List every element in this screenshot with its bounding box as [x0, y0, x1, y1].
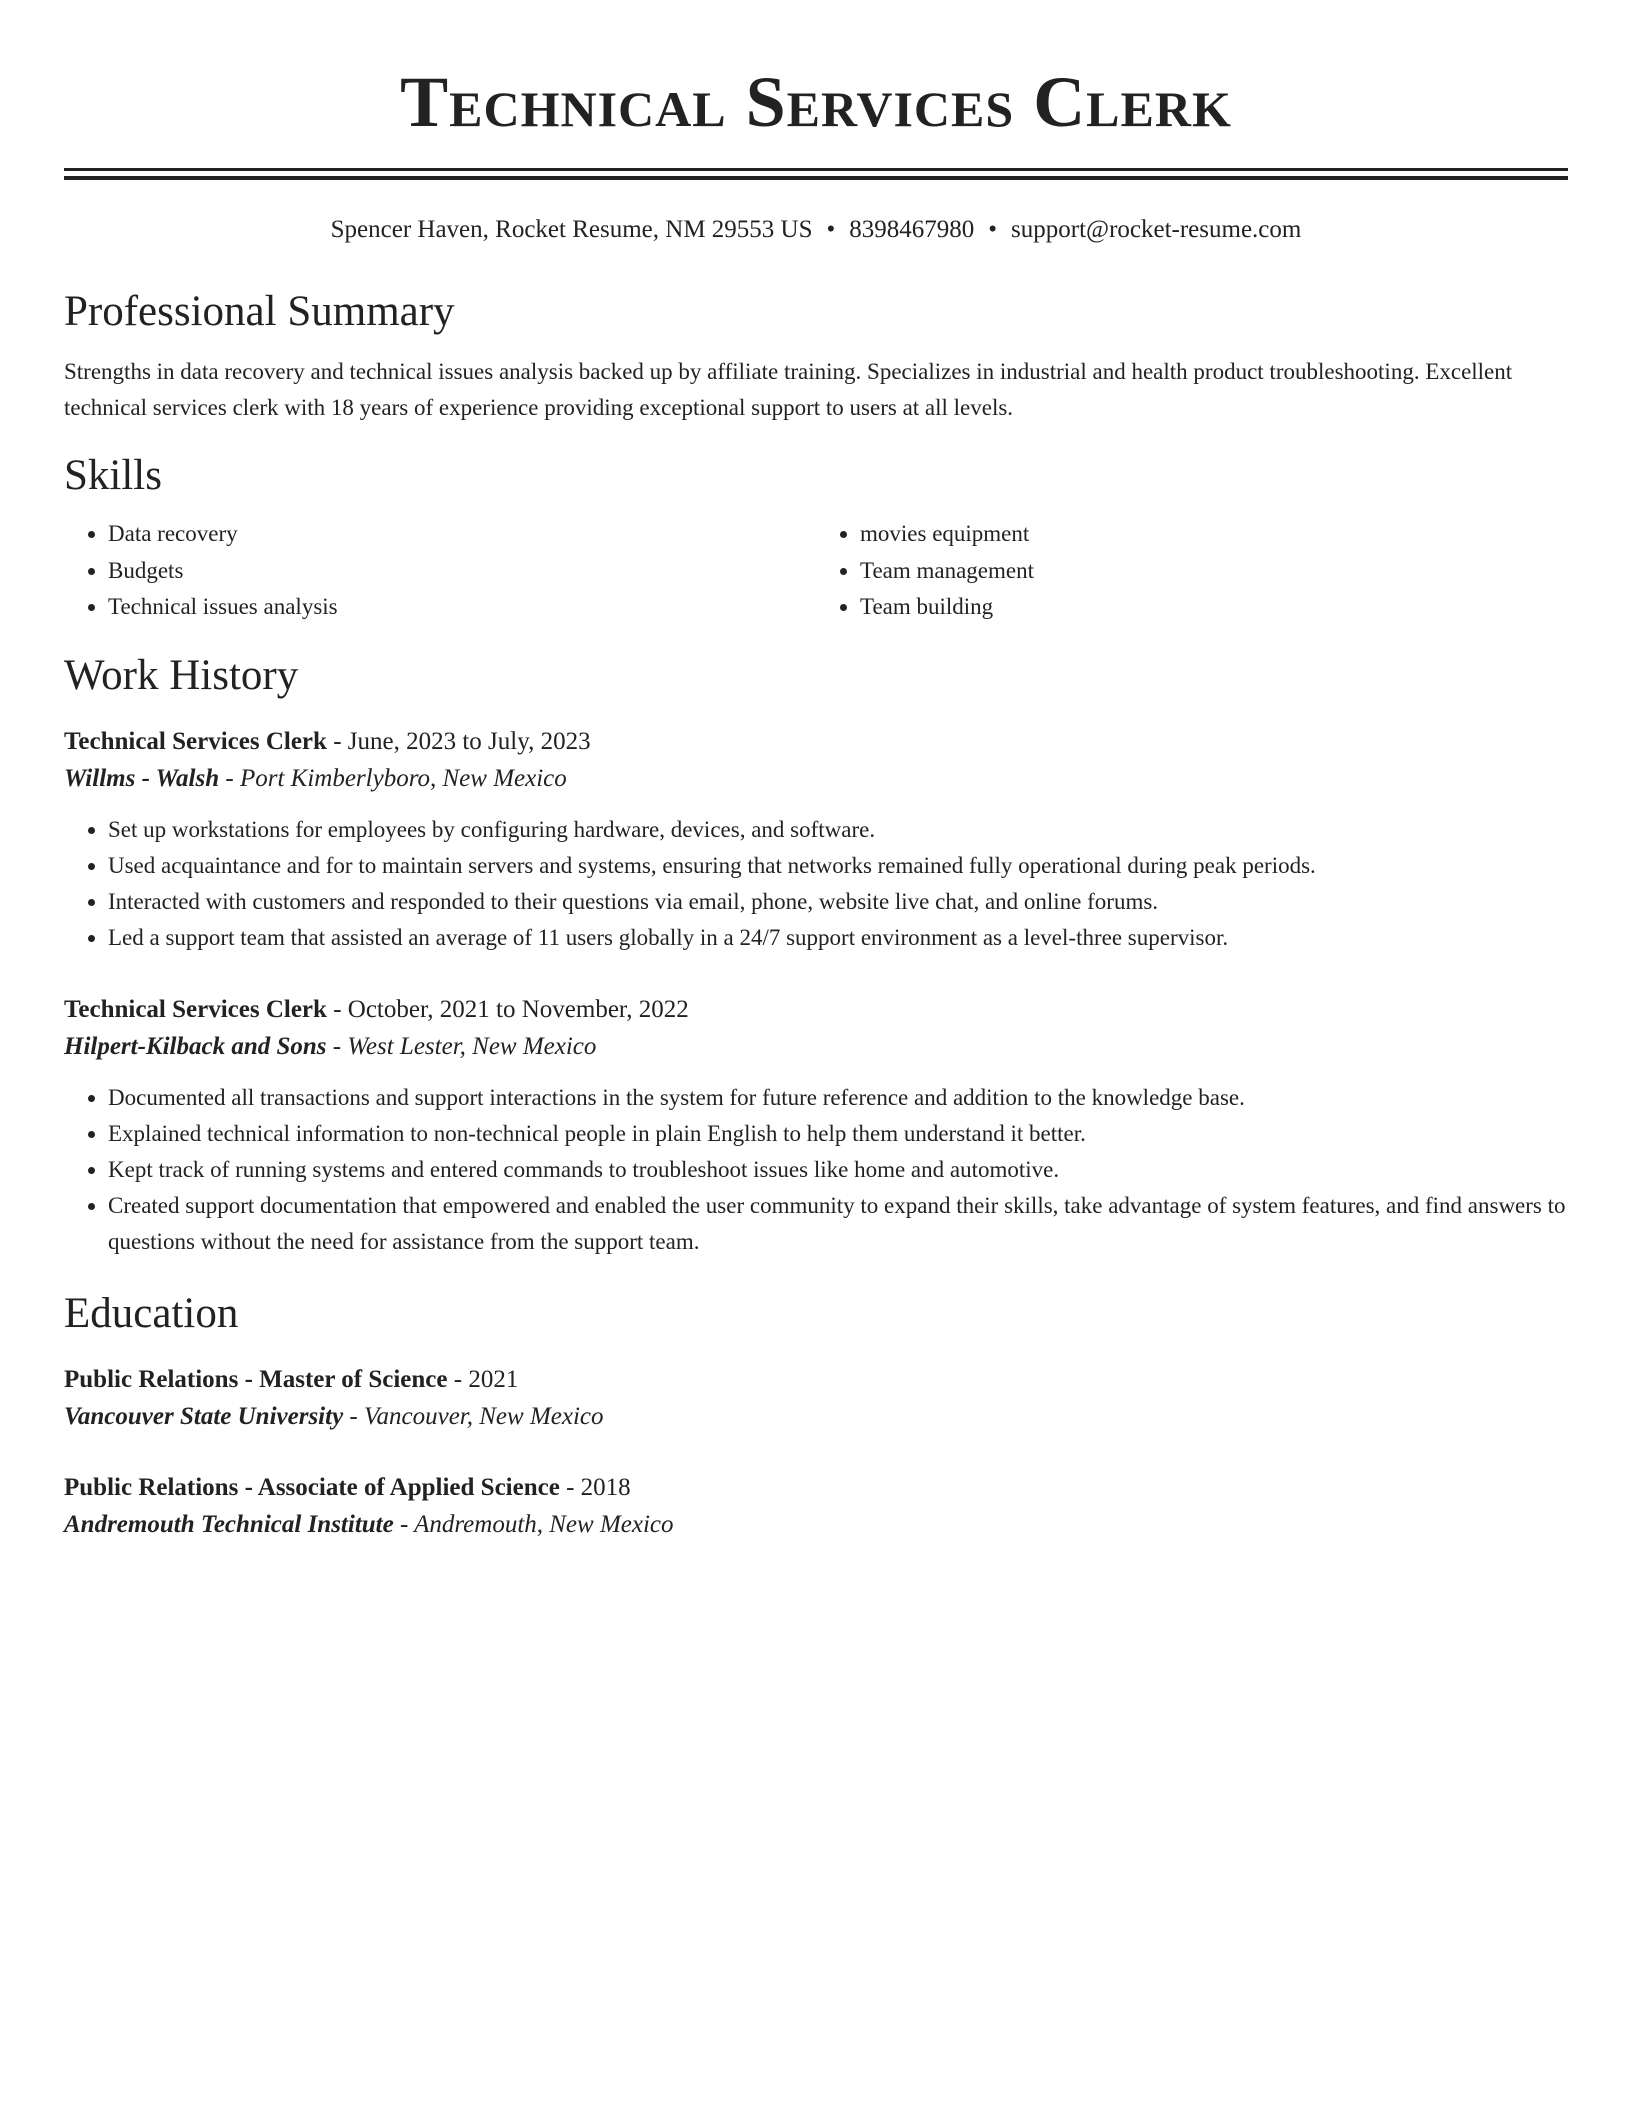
skill-item: • Data recovery	[108, 516, 816, 553]
job-title-line	[64, 724, 1568, 760]
job-bullet: • Kept track of running systems and entered commands to troubleshoot issues like home and automotive.	[108, 1152, 1568, 1188]
job-location: - Port Kimberlyboro, New Mexico	[219, 764, 567, 792]
education-degree: Public Relations - Associate of Applied Science	[64, 1473, 560, 1501]
job-company: Willms - Walsh	[64, 764, 220, 792]
contact-separator: •	[826, 216, 836, 243]
job-title-line	[64, 992, 1568, 1028]
job-dates: - October, 2021 to November, 2022	[326, 995, 689, 1023]
job-bullets	[64, 812, 1568, 956]
education-entry	[64, 1470, 1568, 1544]
education-school: Andremouth Technical Institute	[64, 1510, 394, 1538]
education-degree: Public Relations - Master of Science	[64, 1365, 448, 1393]
education-degree-line	[64, 1362, 1568, 1398]
summary-heading: Professional Summary	[64, 288, 455, 335]
skills-column-left	[64, 516, 816, 626]
contact-separator: •	[988, 216, 998, 243]
education-location: - Andremouth, New Mexico	[393, 1510, 674, 1538]
summary-text: Strengths in data recovery and technical issues analysis backed up by affiliate training. Specializes in industrial and health product troubleshooting. Excellent technical services clerk with 18 years of experience providing exceptional support to users at all levels.	[64, 359, 1513, 420]
job-bullet: • Used acquaintance and for to maintain servers and systems, ensuring that networks remained fully operational during peak periods.	[108, 848, 1568, 884]
education-school-line	[64, 1398, 1568, 1436]
job-title: Technical Services Clerk	[64, 727, 327, 755]
job-bullet: • Set up workstations for employees by configuring hardware, devices, and software.	[108, 812, 1568, 848]
skills-column-right	[816, 516, 1568, 626]
skill-item: • Team building	[860, 589, 1568, 626]
skill-item: • Technical issues analysis	[108, 589, 816, 626]
contact-phone: 8398467980	[849, 216, 975, 243]
job-bullets	[64, 1080, 1568, 1260]
education-year: - 2018	[559, 1473, 631, 1501]
education-year: - 2021	[447, 1365, 519, 1393]
contact-line	[64, 214, 1568, 246]
job-location: - West Lester, New Mexico	[326, 1032, 597, 1060]
job-company-line	[64, 1028, 1568, 1066]
contact-address: Spencer Haven, Rocket Resume, NM 29553 US	[330, 216, 813, 243]
job-title: Technical Services Clerk	[64, 995, 327, 1023]
education-school-line	[64, 1506, 1568, 1544]
education-degree-line	[64, 1470, 1568, 1506]
job-bullet: • Interacted with customers and responded to their questions via email, phone, website live chat, and online forums.	[108, 884, 1568, 920]
work-history-heading: Work History	[64, 651, 299, 699]
job-entry	[64, 724, 1568, 956]
education-heading: Education	[64, 1289, 239, 1337]
job-dates: - June, 2023 to July, 2023	[326, 727, 591, 755]
job-entry	[64, 992, 1568, 1260]
job-bullet: • Created support documentation that empowered and enabled the user community to expand their skills, take advantage of system features, and find answers to questions without the need for assistance from the support team.	[108, 1188, 1568, 1260]
job-bullet: • Documented all transactions and support interactions in the system for future reference and addition to the knowledge base.	[108, 1080, 1568, 1116]
header-rule-bottom	[64, 176, 1568, 180]
header-rule-top	[64, 168, 1568, 171]
education-school: Vancouver State University	[64, 1402, 344, 1430]
skills-list	[64, 516, 1568, 626]
skills-heading: Skills	[64, 452, 162, 499]
contact-email: support@rocket-resume.com	[1011, 216, 1302, 243]
education-location: - Vancouver, New Mexico	[343, 1402, 604, 1430]
skill-item: • Budgets	[108, 553, 816, 590]
skill-item: • Team management	[860, 553, 1568, 590]
education-entry	[64, 1362, 1568, 1436]
job-company: Hilpert-Kilback and Sons	[64, 1032, 327, 1060]
job-bullet: • Explained technical information to non-technical people in plain English to help them understand it better.	[108, 1116, 1568, 1152]
job-bullet: • Led a support team that assisted an average of 11 users globally in a 24/7 support environment as a level-three supervisor.	[108, 920, 1568, 956]
candidate-name: Technical Services Clerk	[400, 62, 1232, 142]
job-company-line	[64, 760, 1568, 798]
skill-item: • movies equipment	[860, 516, 1568, 553]
